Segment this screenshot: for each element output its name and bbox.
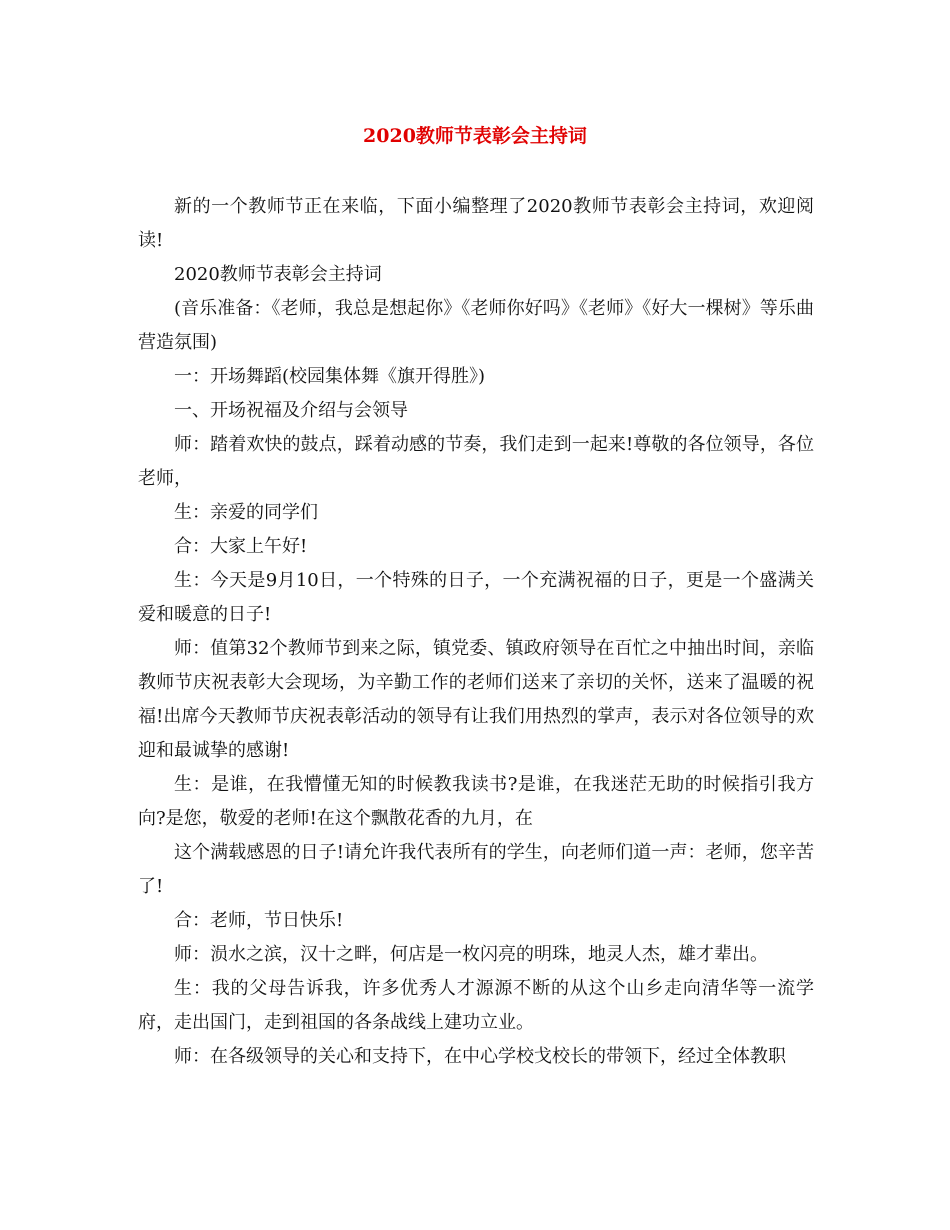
paragraph: 这个满载感恩的日子!请允许我代表所有的学生，向老师们道一声：老师，您辛苦了! bbox=[138, 842, 814, 897]
paragraph: 合：大家上午好! bbox=[174, 536, 308, 557]
paragraph: 新的一个教师节正在来临，下面小编整理了2020教师节表彰会主持词，欢迎阅读! bbox=[138, 196, 814, 251]
paragraph: 一：开场舞蹈(校园集体舞《旗开得胜》) bbox=[174, 366, 486, 387]
document-body bbox=[138, 190, 814, 1074]
paragraph: 师：值第32个教师节到来之际，镇党委、镇政府领导在百忙之中抽出时间，亲临教师节庆祝表彰大会现场，为辛勤工作的老师们送来了亲切的关怀，送来了温暖的祝福!出席今天教师节庆祝表彰活动的领导有让我们用热烈的掌声，表示对各位领导的欢迎和最诚挚的感谢! bbox=[138, 638, 814, 761]
paragraph: 合：老师，节日快乐! bbox=[174, 910, 344, 931]
paragraph: 生：我的父母告诉我，许多优秀人才源源不断的从这个山乡走向清华等一流学府，走出国门，走到祖国的各条战线上建功立业。 bbox=[138, 978, 814, 1033]
paragraph: 师：涢水之滨，汉十之畔，何店是一枚闪亮的明珠，地灵人杰，雄才辈出。 bbox=[174, 944, 768, 965]
paragraph: (音乐准备：《老师，我总是想起你》《老师你好吗》《老师》《好大一棵树》等乐曲营造氛围) bbox=[138, 298, 814, 353]
paragraph: 2020教师节表彰会主持词 bbox=[174, 264, 382, 285]
document-title: 2020教师节表彰会主持词 bbox=[363, 125, 587, 147]
paragraph: 生：亲爱的同学们 bbox=[174, 502, 318, 523]
paragraph: 生：是谁，在我懵懂无知的时候教我读书?是谁，在我迷茫无助的时候指引我方向?是您，敬爱的老师!在这个飘散花香的九月，在 bbox=[138, 774, 814, 829]
paragraph: 师：在各级领导的关心和支持下，在中心学校戈校长的带领下，经过全体教职 bbox=[174, 1046, 786, 1067]
paragraph: 生：今天是9月10日，一个特殊的日子，一个充满祝福的日子，更是一个盛满关爱和暖意的日子! bbox=[138, 570, 814, 625]
paragraph: 一、开场祝福及介绍与会领导 bbox=[174, 400, 408, 421]
paragraph: 师：踏着欢快的鼓点，踩着动感的节奏，我们走到一起来!尊敬的各位领导，各位老师， bbox=[138, 434, 814, 489]
